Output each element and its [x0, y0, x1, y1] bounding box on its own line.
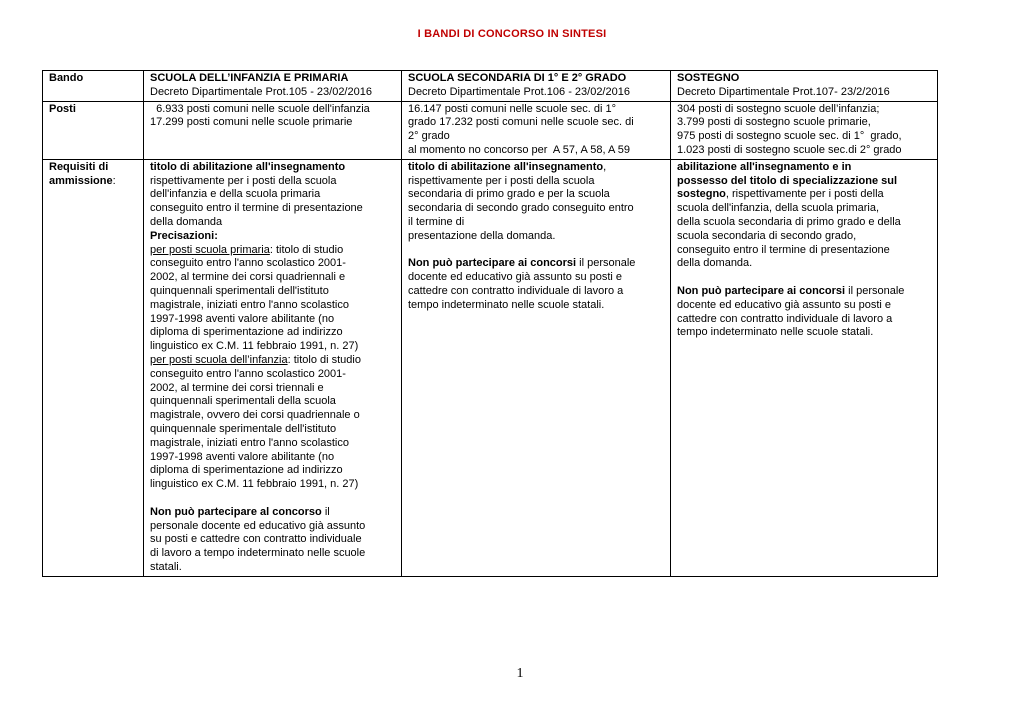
requisiti-line: dell'infanzia e della scuola primaria: [150, 188, 321, 201]
infanzia-line: quinquennali sperimentali della scuola: [150, 395, 336, 408]
primaria-line: linguistico ex C.M. 11 febbraio 1991, n. 27): [150, 340, 359, 353]
primaria-line: 1997-1998 aventi valore abilitante (no: [150, 312, 335, 325]
primaria-line: diploma di sperimentazione ad indirizzo: [150, 326, 343, 339]
non-puo-line: tempo indeterminato nelle scuole statali.: [677, 326, 874, 339]
sostegno-title: SOSTEGNO: [677, 72, 740, 84]
primaria-line: 2002, al termine dei corsi quadriennali e: [150, 271, 346, 284]
posti-label-cell: [43, 101, 144, 159]
requisiti-label-cell: [43, 159, 144, 576]
header-cell-infanzia-primaria: [144, 71, 402, 102]
non-puo-line: tempo indeterminato nelle scuole statali.: [408, 298, 605, 311]
primaria-first: : titolo di studio: [269, 243, 344, 256]
infanzia-line: magistrale, iniziati entro l'anno scolastico: [150, 436, 349, 449]
header-cell-sostegno: [671, 71, 938, 102]
infanzia-line: diploma di sperimentazione ad indirizzo: [150, 464, 343, 477]
bandi-table: [42, 70, 938, 577]
primaria-line: magistrale, iniziati entro l'anno scolastico: [150, 298, 349, 311]
infanzia-line: 2002, al termine dei corsi triennali e: [150, 381, 324, 394]
posti-line: 17.299 posti comuni nelle scuole primarie: [150, 116, 353, 129]
requisiti-line: rispettivamente per i posti della scuola: [408, 174, 595, 187]
posti-line: 16.147 posti comuni nelle scuole sec. di 1°: [408, 102, 617, 115]
requisiti-title: titolo di abilitazione all'insegnamento: [408, 160, 604, 173]
infanzia-primaria-decree: Decreto Dipartimentale Prot.105 - 23/02/2016: [150, 85, 372, 98]
sostegno-decree: Decreto Dipartimentale Prot.107- 23/2/2016: [677, 85, 890, 98]
non-puo-line: su posti e cattedre con contratto individuale: [150, 533, 362, 546]
posti-line: 3.799 posti di sostegno scuole primarie,: [677, 116, 871, 129]
table-row-requisiti: [43, 159, 938, 576]
requisiti-line: della domanda.: [677, 257, 753, 270]
requisiti-line: scuola secondaria di secondo grado,: [677, 229, 857, 242]
requisiti-line: della scuola secondaria di primo grado e della: [677, 215, 901, 228]
infanzia-line: conseguito entro l'anno scolastico 2001-: [150, 367, 346, 380]
non-puo-first: il personale: [576, 257, 636, 270]
non-puo-label: Non può partecipare ai concorsi: [677, 284, 846, 297]
non-puo-label: Non può partecipare ai concorsi: [408, 257, 577, 270]
requisiti-title: titolo di abilitazione all'insegnamento: [150, 160, 346, 173]
requisiti-label-line2: [49, 175, 138, 189]
non-puo-line: cattedre con contratto individuale di lavoro a: [408, 284, 624, 297]
non-puo-label: Non può partecipare al concorso: [150, 505, 322, 518]
non-puo-first: il personale: [845, 284, 905, 297]
infanzia-line: linguistico ex C.M. 11 febbraio 1991, n. 27): [150, 478, 359, 491]
table-row-header: [43, 71, 938, 102]
infanzia-primaria-title: SCUOLA DELL’INFANZIA E PRIMARIA: [150, 72, 349, 84]
posti-line: 2° grado: [408, 130, 450, 143]
secondaria-decree: Decreto Dipartimentale Prot.106 - 23/02/2016: [408, 85, 630, 98]
header-cell-bando: [43, 71, 144, 102]
posti-line: 6.933 posti comuni nelle scuole dell'infanzia: [150, 102, 370, 115]
requisiti-line: della domanda: [150, 215, 223, 228]
requisiti-infanzia-primaria-cell: [144, 159, 402, 576]
bando-label: Bando: [49, 72, 84, 84]
requisiti-line: presentazione della domanda.: [408, 229, 556, 242]
requisiti-title: abilitazione all'insegnamento e in: [677, 160, 852, 173]
non-puo-line: docente ed educativo già assunto su posti e: [677, 298, 892, 311]
requisiti-line: rispettivamente per i posti della scuola: [150, 174, 337, 187]
primaria-line: quinquennali sperimentali dell'istituto: [150, 284, 329, 297]
non-puo-first: il: [321, 505, 330, 518]
requisiti-title: possesso del titolo di specializzazione sul: [677, 174, 898, 187]
posti-line: 1.023 posti di sostegno scuole sec.di 2° grado: [677, 143, 902, 156]
requisiti-secondaria-cell: [402, 159, 671, 576]
requisiti-title-last: sostegno: [677, 188, 726, 201]
posti-line: 975 posti di sostegno scuole sec. di 1° grado,: [677, 130, 902, 143]
infanzia-first: : titolo di studio: [287, 353, 361, 366]
requisiti-line: scuola dell'infanzia, della scuola primaria,: [677, 202, 880, 215]
requisiti-line: il termine di: [408, 215, 465, 228]
posti-label: Posti: [49, 102, 76, 115]
posti-secondaria-cell: [402, 101, 671, 159]
infanzia-label: per posti scuola dell’infanzia: [150, 353, 288, 366]
requisiti-line: conseguito entro il termine di presentazione: [150, 202, 363, 215]
non-puo-line: docente ed educativo già assunto su posti e: [408, 271, 623, 284]
primaria-line: conseguito entro l'anno scolastico 2001-: [150, 257, 346, 270]
requisiti-label-text: ammissione: [49, 174, 113, 187]
posti-infanzia-primaria-cell: [144, 101, 402, 159]
requisiti-line: secondaria di primo grado e per la scuola: [408, 188, 610, 201]
posti-line: al momento no concorso per A 57, A 58, A 59: [408, 143, 630, 156]
infanzia-line: 1997-1998 aventi valore abilitante (no: [150, 450, 335, 463]
page-title: I BANDI DI CONCORSO IN SINTESI: [417, 28, 607, 40]
requisiti-label-line1: Requisiti di: [49, 160, 109, 173]
infanzia-line: magistrale, ovvero dei corsi quadriennale o: [150, 409, 360, 422]
page-number: 1: [516, 666, 524, 681]
table-row-posti: [43, 101, 938, 159]
requisiti-sostegno-cell: [671, 159, 938, 576]
infanzia-line: quinquennale sperimentale dell'istituto: [150, 422, 337, 435]
header-cell-secondaria: [402, 71, 671, 102]
posti-sostegno-cell: [671, 101, 938, 159]
non-puo-line: di lavoro a tempo indeterminato nelle scuole: [150, 547, 366, 560]
requisiti-title-suffix: , rispettivamente per i posti della: [725, 188, 884, 201]
secondaria-title: SCUOLA SECONDARIA DI 1° E 2° GRADO: [408, 72, 627, 84]
posti-line: 304 posti di sostegno scuole dell’infanzia;: [677, 102, 880, 115]
requisiti-title-suffix: ,: [603, 160, 607, 173]
posti-line: grado 17.232 posti comuni nelle scuole sec. di: [408, 116, 634, 129]
primaria-label: per posti scuola primaria: [150, 243, 270, 256]
requisiti-label-colon: :: [112, 174, 116, 187]
non-puo-line: cattedre con contratto individuale di lavoro a: [677, 312, 893, 325]
requisiti-line: secondaria di secondo grado conseguito entro: [408, 202, 634, 215]
non-puo-line: statali.: [150, 560, 182, 573]
requisiti-line: conseguito entro il termine di presentazione: [677, 243, 890, 256]
non-puo-line: personale docente ed educativo già assunto: [150, 519, 366, 532]
precisazioni-heading: Precisazioni:: [150, 229, 218, 242]
